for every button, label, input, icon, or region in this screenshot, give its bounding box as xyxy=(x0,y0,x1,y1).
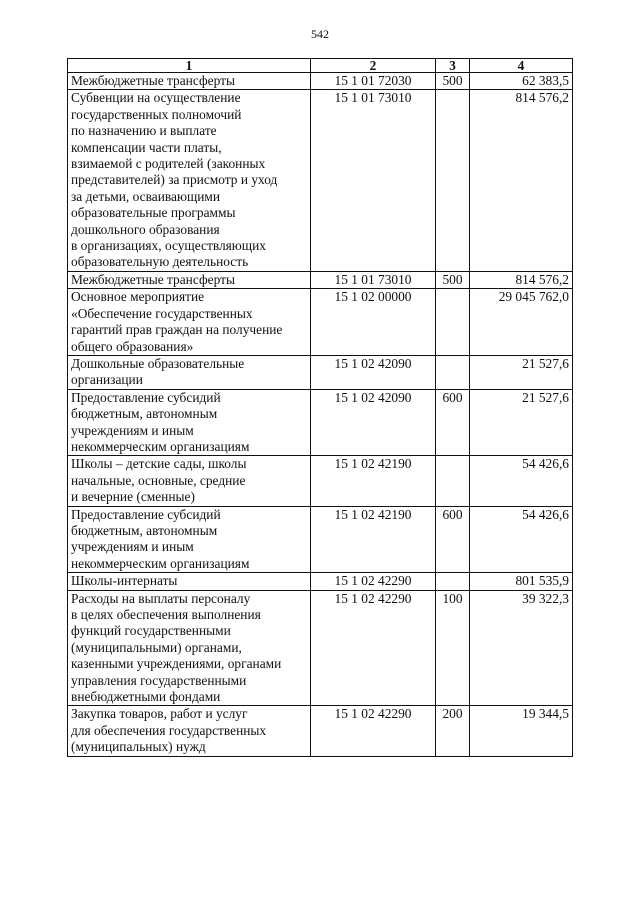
row-code-cell: 15 1 02 42290 xyxy=(311,573,436,590)
table-row xyxy=(68,573,573,590)
table-row xyxy=(68,389,573,456)
table-row xyxy=(68,271,573,288)
row-amount-cell: 21 527,6 xyxy=(470,355,573,389)
row-amount-cell: 62 383,5 xyxy=(470,73,573,90)
table-header-row xyxy=(68,59,573,73)
row-code-cell: 15 1 01 73010 xyxy=(311,90,436,271)
row-name-cell: Субвенции на осуществление государственных полномочий по назначению и выплате компенсации части платы, взимаемой с родителей (законных представителей) за присмотр и уход за детьми, осваивающими образовательные программы дошкольного образования в организациях, осуществляющих образовательную деятельность xyxy=(68,90,311,271)
table-row xyxy=(68,73,573,90)
row-name-cell: Межбюджетные трансферты xyxy=(68,73,311,90)
row-amount-cell: 814 576,2 xyxy=(470,90,573,271)
page-number: 542 xyxy=(311,27,329,41)
table-row xyxy=(68,355,573,389)
row-amount-cell: 39 322,3 xyxy=(470,590,573,706)
row-type-cell: 600 xyxy=(436,506,470,573)
table-row xyxy=(68,706,573,756)
column-header-3: 3 xyxy=(436,59,470,73)
row-name-cell: Дошкольные образовательные организации xyxy=(68,355,311,389)
row-amount-cell: 29 045 762,0 xyxy=(470,289,573,356)
row-amount-cell: 54 426,6 xyxy=(470,456,573,506)
row-type-cell: 100 xyxy=(436,590,470,706)
row-code-cell: 15 1 01 72030 xyxy=(311,73,436,90)
row-code-cell: 15 1 02 00000 xyxy=(311,289,436,356)
row-type-cell: 200 xyxy=(436,706,470,756)
row-code-cell: 15 1 02 42090 xyxy=(311,389,436,456)
row-name-cell: Основное мероприятие «Обеспечение государственных гарантий прав граждан на получение общего образования» xyxy=(68,289,311,356)
table-row xyxy=(68,90,573,271)
row-amount-cell: 19 344,5 xyxy=(470,706,573,756)
row-amount-cell: 54 426,6 xyxy=(470,506,573,573)
column-header-4: 4 xyxy=(470,59,573,73)
budget-table xyxy=(67,58,573,757)
row-code-cell: 15 1 02 42190 xyxy=(311,456,436,506)
table-row xyxy=(68,289,573,356)
row-name-cell: Школы-интернаты xyxy=(68,573,311,590)
row-type-cell xyxy=(436,573,470,590)
row-code-cell: 15 1 02 42190 xyxy=(311,506,436,573)
table-row xyxy=(68,456,573,506)
row-type-cell xyxy=(436,355,470,389)
row-name-cell: Межбюджетные трансферты xyxy=(68,271,311,288)
row-amount-cell: 21 527,6 xyxy=(470,389,573,456)
row-amount-cell: 814 576,2 xyxy=(470,271,573,288)
row-name-cell: Предоставление субсидий бюджетным, автономным учреждениям и иным некоммерческим организациям xyxy=(68,389,311,456)
row-type-cell xyxy=(436,456,470,506)
table-row xyxy=(68,506,573,573)
row-type-cell xyxy=(436,90,470,271)
column-header-1: 1 xyxy=(68,59,311,73)
row-name-cell: Школы – детские сады, школы начальные, основные, средние и вечерние (сменные) xyxy=(68,456,311,506)
row-name-cell: Закупка товаров, работ и услуг для обеспечения государственных (муниципальных) нужд xyxy=(68,706,311,756)
row-code-cell: 15 1 01 73010 xyxy=(311,271,436,288)
row-name-cell: Расходы на выплаты персоналу в целях обеспечения выполнения функций государственными (муниципальными) органами, казенными учреждениями, органами управления государственными внебюджетными фондами xyxy=(68,590,311,706)
row-type-cell: 500 xyxy=(436,271,470,288)
row-amount-cell: 801 535,9 xyxy=(470,573,573,590)
column-header-2: 2 xyxy=(311,59,436,73)
row-type-cell: 600 xyxy=(436,389,470,456)
row-name-cell: Предоставление субсидий бюджетным, автономным учреждениям и иным некоммерческим организациям xyxy=(68,506,311,573)
row-code-cell: 15 1 02 42290 xyxy=(311,706,436,756)
row-type-cell: 500 xyxy=(436,73,470,90)
table-row xyxy=(68,590,573,706)
row-code-cell: 15 1 02 42290 xyxy=(311,590,436,706)
row-code-cell: 15 1 02 42090 xyxy=(311,355,436,389)
row-type-cell xyxy=(436,289,470,356)
